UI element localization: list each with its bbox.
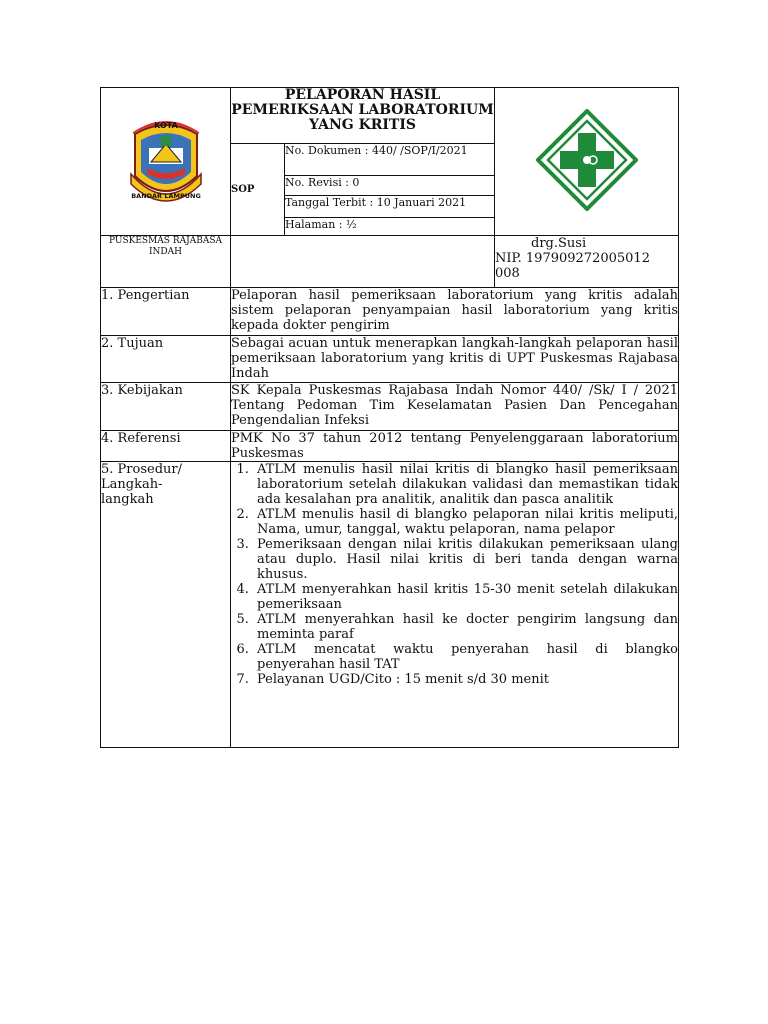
sop-document [100, 87, 678, 748]
list-item: 7. Pelayanan UGD/Cito : 15 menit s/d 30 menit [253, 672, 678, 687]
tanggal-terbit: Tanggal Terbit : 10 Januari 2021 [285, 196, 495, 218]
logo-text-bottom: BANDAR LAMPUNG [130, 191, 201, 200]
section-row [101, 288, 679, 336]
section-label: 2. Tujuan [101, 336, 231, 383]
list-item: 4. ATLM menyerahkan hasil kritis 15-30 menit setelah dilakukan pemeriksaan [253, 582, 678, 612]
halaman: Halaman : ½ [285, 218, 495, 236]
city-logo-cell [101, 88, 231, 236]
kota-bandar-lampung-logo [127, 114, 205, 206]
signer-name: drg.Susi [531, 236, 587, 251]
list-item: 1. ATLM menulis hasil nilai kritis di blangko hasil pemeriksaan laboratorium setelah dilakukan validasi dan memastikan tidak ada kesalahan pra analitik, analitik dan pasca analitik [253, 462, 678, 507]
signature-block [495, 236, 679, 288]
section-row [101, 431, 679, 462]
no-dokumen: No. Dokumen : 440/ /SOP/I/2021 [285, 144, 495, 176]
section-label: 1. Pengertian [101, 288, 231, 336]
section-text: Sebagai acuan untuk menerapkan langkah-langkah pelaporan hasil pemeriksaan laboratorium yang kritis di UPT Puskesmas Rajabasa Indah [231, 336, 678, 381]
prosedur-label: 5. Prosedur/ Langkah-langkah [101, 462, 231, 748]
list-item: 5. ATLM menyerahkan hasil ke docter pengirim langsung dan meminta paraf [253, 612, 678, 642]
list-item: 2. ATLM menulis hasil di blangko pelaporan nilai kritis meliputi, Nama, umur, tanggal, waktu pelaporan, nama pelapor [253, 507, 678, 537]
section-label: 4. Referensi [101, 431, 231, 462]
list-item: 3. Pemeriksaan dengan nilai kritis dilakukan pemeriksaan ulang atau duplo. Hasil nilai kritis di beri tanda dengan warna khusus. [253, 537, 678, 582]
steps-list [231, 462, 678, 687]
no-revisi: No. Revisi : 0 [285, 176, 495, 196]
section-text: SK Kepala Puskesmas Rajabasa Indah Nomor 440/ /Sk/ I / 2021 Tentang Pedoman Tim Keselamatan Pasien Dan Pencegahan Pengendalian Infeksi [231, 383, 679, 431]
header-table [100, 87, 679, 288]
content-table [100, 287, 679, 748]
prosedur-steps [231, 462, 679, 748]
prosedur-row [101, 462, 679, 748]
section-row [101, 336, 679, 383]
section-text: Pelaporan hasil pemeriksaan laboratorium yang kritis adalah sistem pelaporan penyampaian hasil laboratorium yang kritis kepada dokter pengirim [231, 288, 679, 336]
section-text: PMK No 37 tahun 2012 tentang Penyelenggaraan laboratorium Puskesmas [231, 431, 678, 461]
organization-name: PUSKESMAS RAJABASA INDAH [101, 236, 231, 288]
logo-text-top: KOTA [153, 120, 178, 130]
blank-cell [231, 236, 495, 288]
list-item: 6. ATLM mencatat waktu penyerahan hasil di blangko penyerahan hasil TAT [253, 642, 678, 672]
sop-label: SOP [231, 144, 285, 236]
section-row [101, 383, 679, 431]
signer-nip: NIP. 197909272005012 008 [495, 251, 650, 281]
section-label: 3. Kebijakan [101, 383, 231, 431]
puskesmas-logo-cell [495, 88, 679, 236]
puskesmas-logo [536, 109, 638, 211]
document-title: PELAPORAN HASIL PEMERIKSAAN LABORATORIUM YANG KRITIS [231, 88, 495, 144]
